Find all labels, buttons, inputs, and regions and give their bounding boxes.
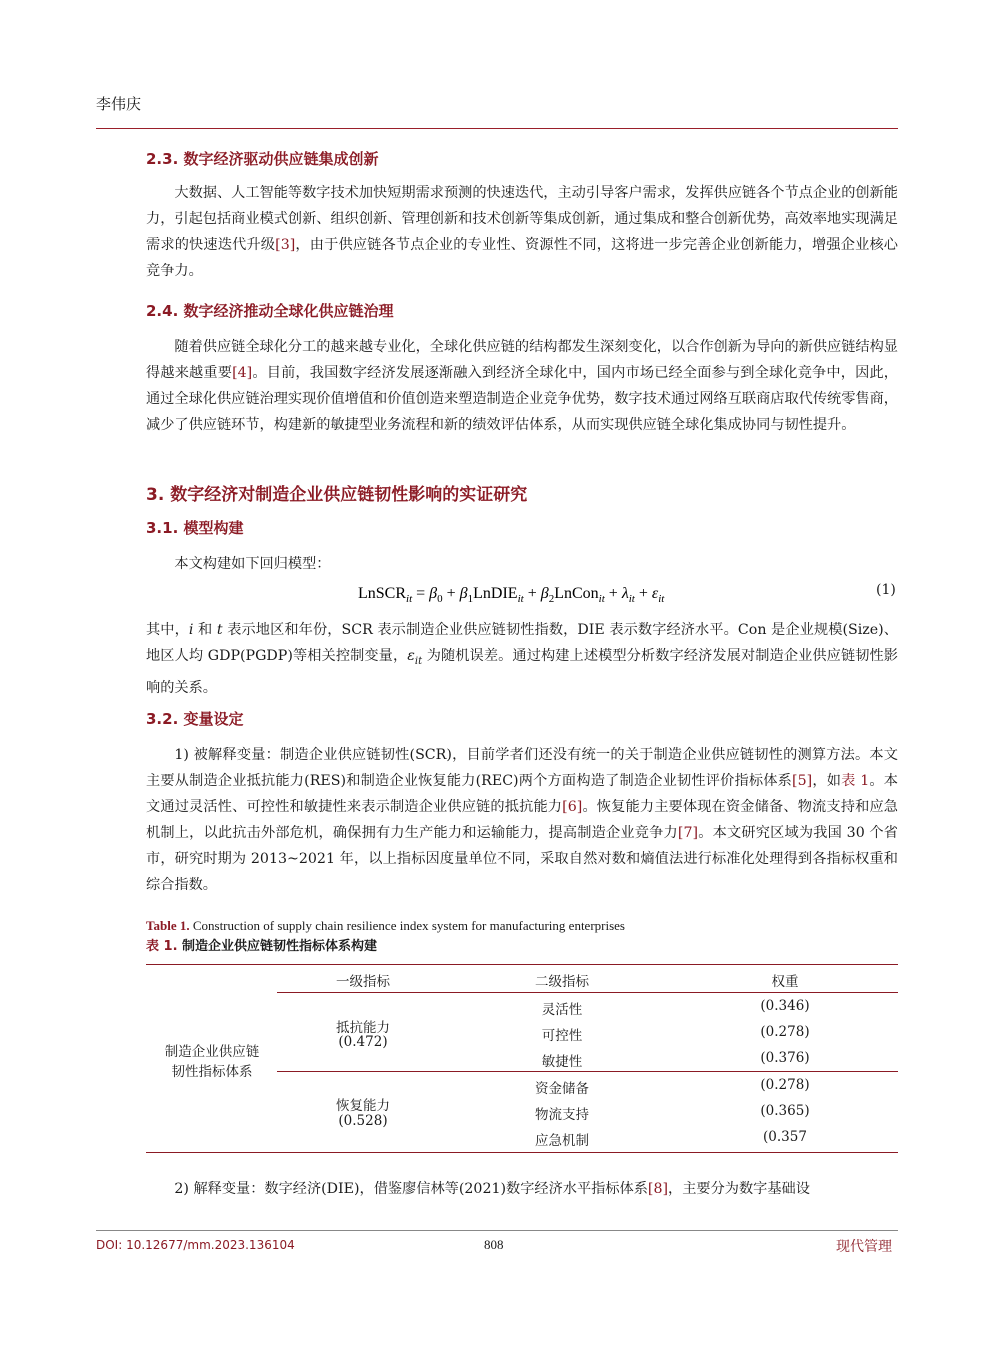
citation-5[interactable]: [5] [792,773,813,789]
table-item: 资金储备 [535,1081,589,1097]
footer-page-number: 808 [484,1237,504,1252]
citation-6[interactable]: [6] [562,799,583,815]
table-group-recovery: 恢复能力 [336,1098,390,1114]
section-2-4-heading: 2.4. 数字经济推动全球化供应链治理 [146,302,394,320]
model-intro: 本文构建如下回归模型： [174,556,331,572]
table-item-weight: (0.278) [760,1077,810,1093]
table-1-link[interactable]: 表 1 [841,773,870,789]
table-item: 敏捷性 [541,1054,583,1070]
table-group-recovery-weight: (0.528) [338,1113,388,1129]
table-item-weight: (0.357 [763,1129,807,1145]
section-2-3-heading: 2.3. 数字经济驱动供应链集成创新 [146,150,379,168]
table-caption-zh: 表 1. 制造企业供应链韧性指标体系构建 [146,939,378,954]
table-top-rule [146,964,898,965]
citation-8[interactable]: [8] [647,1181,669,1197]
table-item: 应急机制 [535,1133,589,1149]
section-3-1-heading: 3.1. 模型构建 [146,519,244,537]
table-item-weight: (0.346) [760,998,810,1014]
citation-7[interactable]: [7] [677,825,699,841]
table-header-rule [277,992,898,993]
table-system-label-line1: 制造企业供应链 [164,1044,260,1060]
table-item-weight: (0.376) [760,1050,810,1066]
header-rule [96,128,898,129]
dependent-variable-paragraph: 1) 被解释变量：制造企业供应链韧性(SCR)，目前学者们还没有统一的关于制造企业供应链韧性的测算方法。本文主要从制造企业抵抗能力(RES)和制造企业恢复能力(REC)两个方面构造了制造企业韧性评价指标体系[5]，如表 1。本文通过灵活性、可控性和敏捷性来表示制造企业供应链的抵抗能力[6]。恢复能力主要体现在资金储备、物流支持和应急机制上，以此抗击外部危机，确保拥有力生产能力和运输能力，提高制造企业竞争力[7]。本文研究区域为我国 30 个省市，研究时期为 2013~2021 年，以上指标因度量单位不同，采取自然对数和熵值法进行标准化处理得到各指标权重和综合指数。 [146,747,898,893]
model-explanation: 其中，i 和 t 表示地区和年份，SCR 表示制造企业供应链韧性指数，DIE 表示数字经济水平。Con 是企业规模(Size)、地区人均 GDP(PGDP)等相关控制变量，$\varepsilon_{it}$ 为随机误差。通过构建上述模型分析数字经济发展对制造企业供应链韧性影响的关系。 [146,622,898,696]
regression-equation [358,581,698,612]
footer-rule [96,1230,898,1231]
table-item: 物流支持 [535,1107,589,1123]
table-item-weight: (0.365) [760,1103,810,1119]
table-group-rule [277,1071,898,1072]
equation-number: (1) [876,582,896,598]
table-header-weight: 权重 [771,974,799,990]
citation-3[interactable]: [3] [275,237,296,253]
table-group-resistance: 抵抗能力 [336,1020,390,1036]
citation-4[interactable]: [4] [232,365,253,381]
section-3-heading: 3. 数字经济对制造企业供应链韧性影响的实证研究 [146,485,528,505]
equation-formula [358,581,698,607]
table-system-label-line2: 韧性指标体系 [171,1064,253,1080]
running-header-author: 李伟庆 [96,95,142,113]
table-group-resistance-weight: (0.472) [338,1034,388,1050]
table-item: 灵活性 [541,1002,583,1018]
explanatory-variable-paragraph: 2) 解释变量：数字经济(DIE)，借鉴廖信林等(2021)数字经济水平指标体系[8]，主要分为数字基础设 [174,1181,810,1197]
table-header-level2: 二级指标 [535,974,589,990]
section-2-3-paragraph: 大数据、人工智能等数字技术加快短期需求预测的快速迭代，主动引导客户需求，发挥供应链各个节点企业的创新能力，引起包括商业模式创新、组织创新、管理创新和技术创新等集成创新，通过集成和整合创新优势，高效率地实现满足需求的快速迭代升级[3]，由于供应链各节点企业的专业性、资源性不同，这将进一步完善企业创新能力，增强企业核心竞争力。 [146,185,898,279]
footer-journal-name: 现代管理 [836,1239,892,1255]
section-3-2-heading: 3.2. 变量设定 [146,710,244,728]
footer-doi[interactable]: DOI: 10.12677/mm.2023.136104 [96,1238,295,1252]
table-bottom-rule [146,1152,898,1153]
table-item-weight: (0.278) [760,1024,810,1040]
svg-text:LnSCRit = β0 + β1LnDIEit + β2L: LnSCR$_{it}$ = $\beta_0$ + $\beta_1LnDIE_{it}$ + $\beta_2LnCon_{it} + \lambda_{it} + \varepsilon_{it}$ [358,585,665,605]
table-item: 可控性 [541,1028,583,1044]
table-caption-en: Table 1. Construction of supply chain resilience index system for manufacturing enterprises [146,918,625,933]
table-header-level1: 一级指标 [336,974,390,990]
section-2-4-paragraph: 随着供应链全球化分工的越来越专业化，全球化供应链的结构都发生深刻变化，以合作创新为导向的新供应链结构显得越来越重要[4]。目前，我国数字经济发展逐渐融入到经济全球化中，国内市场已经全面参与到全球化竞争中，因此，通过全球化供应链治理实现价值增值和价值创造来塑造制造企业竞争优势，数字技术通过网络互联商店取代传统零售商，减少了供应链环节，构建新的敏捷型业务流程和新的绩效评估体系，从而实现供应链全球化集成协同与韧性提升。 [146,339,898,433]
